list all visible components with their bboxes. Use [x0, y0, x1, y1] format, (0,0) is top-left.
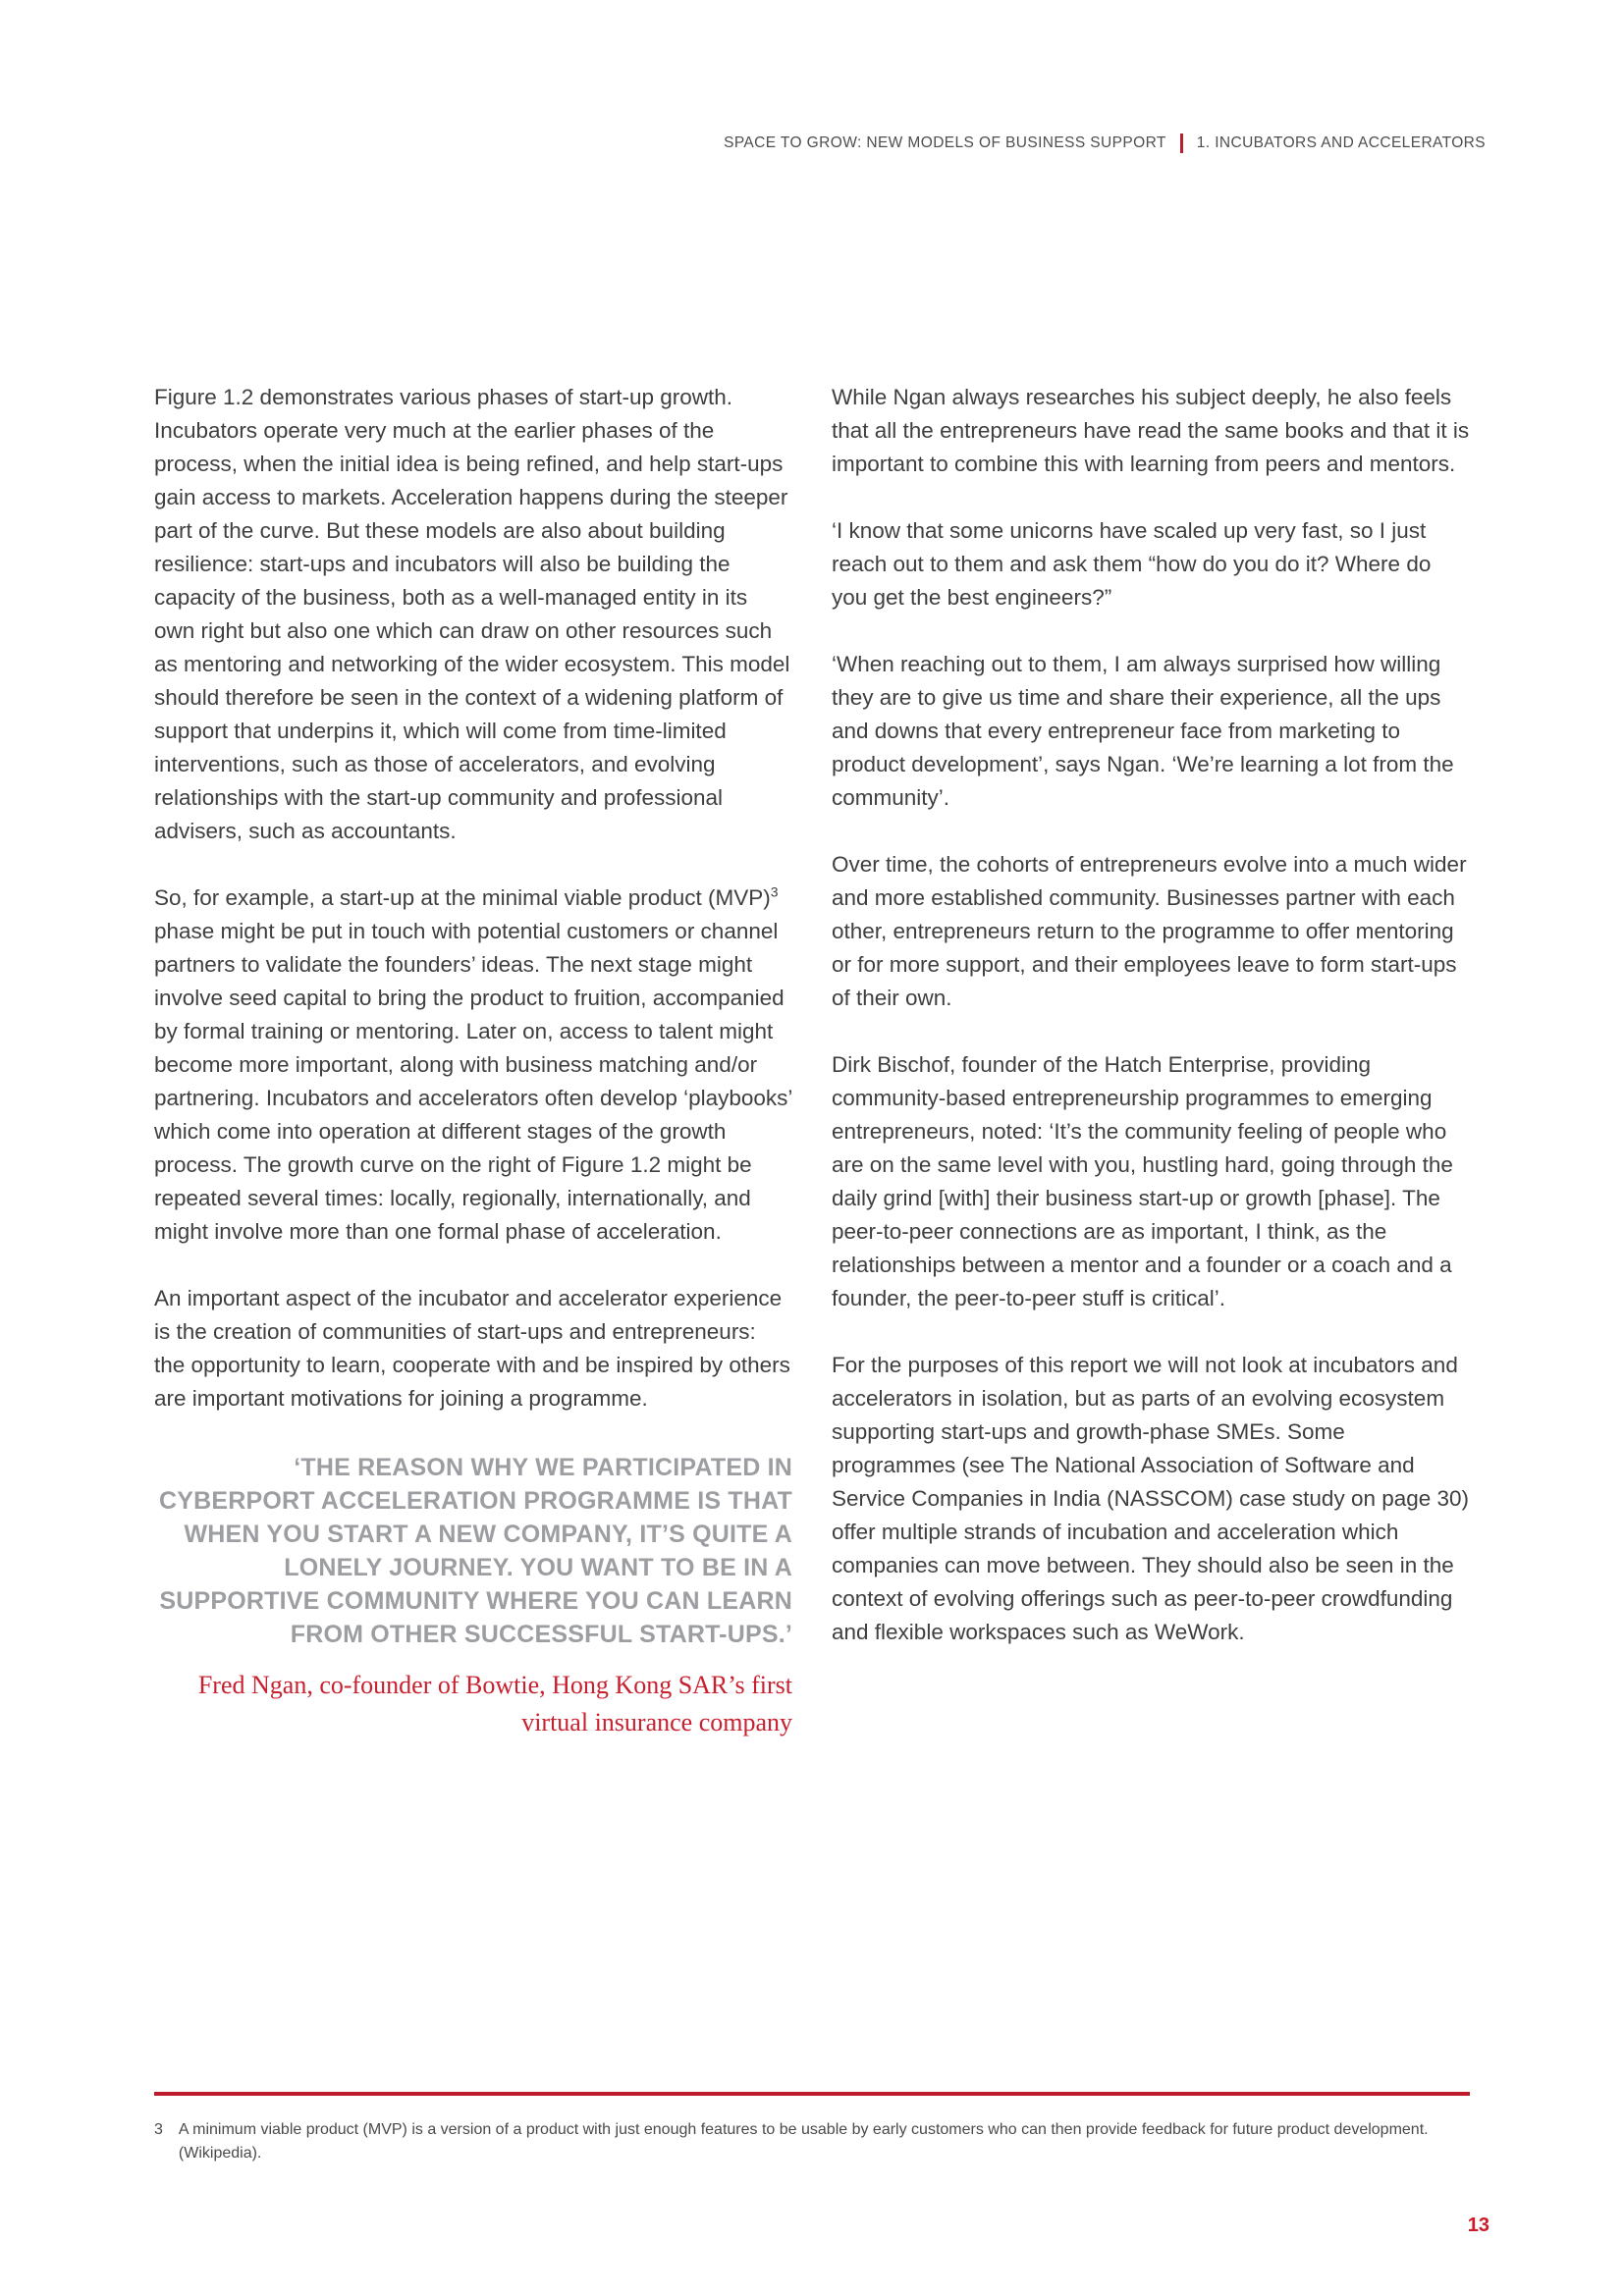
left-column	[154, 381, 792, 1741]
footnote-divider-rule	[154, 2092, 1470, 2096]
body-paragraph: Dirk Bischof, founder of the Hatch Enterprise, providing community-based entrepreneurship programmes to emerging entrepreneurs, noted: ‘It’s the community feeling of people who are on the same level with you, hustling hard, going through the daily grind [with] their business start-up or growth [phase]. The peer-to-peer connections are as important, I think, as the relationships between a mentor and a founder or a coach and a founder, the peer-to-peer stuff is critical’.	[832, 1052, 1453, 1310]
header-report-title: SPACE TO GROW: NEW MODELS OF BUSINESS SUPPORT	[724, 134, 1166, 151]
footnote-number: 3	[154, 2121, 163, 2138]
quote-attribution: Fred Ngan, co-founder of Bowtie, Hong Kong SAR’s first virtual insurance company	[197, 1671, 792, 1736]
body-paragraph: While Ngan always researches his subject deeply, he also feels that all the entrepreneurs have read the same books and that it is important to combine this with learning from peers and mentors.	[832, 385, 1470, 476]
header-separator-bar	[1180, 133, 1183, 153]
paragraph-text: So, for example, a start-up at the minimal viable product (MVP)	[154, 885, 771, 910]
footnote-marker: 3	[770, 883, 779, 900]
body-paragraph: Over time, the cohorts of entrepreneurs evolve into a much wider and more established community. Businesses partner with each other, entrepreneurs return to the programme to offer mentoring or for more support, and their employees leave to form start-ups of their own.	[832, 852, 1467, 1010]
body-paragraph: Figure 1.2 demonstrates various phases of start-up growth. Incubators operate very much at the earlier phases of the process, when the initial idea is being refined, and help start-ups gain access to markets. Acceleration happens during the steeper part of the curve. But these models are also about building resilience: start-ups and incubators will also be building the capacity of the business, both as a well-managed entity in its own right but also one which can draw on other resources such as mentoring and networking of the wider ecosystem. This model should therefore be seen in the context of a widening platform of support that underpins it, which will come from time-limited interventions, such as those of accelerators, and evolving relationships with the start-up community and professional advisers, such as accountants.	[154, 385, 790, 843]
paragraph-text: phase might be put in touch with potential customers or channel partners to validate the founders’ ideas. The next stage might involve seed capital to bring the product to fruition, accompanied by formal training or mentoring. Later on, access to talent might become more important, along with business matching and/or partnering. Incubators and accelerators often develop ‘playbooks’ which come into operation at different stages of the growth process. The growth curve on the right of Figure 1.2 might be repeated several times: locally, regionally, internationally, and might involve more than one formal phase of acceleration.	[154, 919, 792, 1244]
page-header	[154, 133, 1486, 153]
page-number: 13	[1467, 2215, 1489, 2236]
body-paragraph: ‘I know that some unicorns have scaled up very fast, so I just reach out to them and ask them “how do you do it? Where do you get the best engineers?”	[832, 518, 1432, 610]
footnote	[154, 2118, 1470, 2165]
pull-quote: ‘THE REASON WHY WE PARTICIPATED IN CYBERPORT ACCELERATION PROGRAMME IS THAT WHEN YOU START A NEW COMPANY, IT’S QUITE A LONELY JOURNEY. YOU WANT TO BE IN A SUPPORTIVE COMMUNITY WHERE YOU CAN LEARN FROM OTHER SUCCESSFUL START-UPS.’	[158, 1454, 792, 1648]
body-paragraph: An important aspect of the incubator and accelerator experience is the creation of communities of start-ups and entrepreneurs: the opportunity to learn, cooperate with and be inspired by others are important motivations for joining a programme.	[154, 1286, 790, 1411]
body-paragraph	[154, 881, 792, 1249]
body-paragraph: ‘When reaching out to them, I am always surprised how willing they are to give us time and share their experience, all the ups and downs that every entrepreneur face from marketing to product development’, says Ngan. ‘We’re learning a lot from the community’.	[832, 652, 1454, 810]
header-chapter-title: 1. INCUBATORS AND ACCELERATORS	[1196, 134, 1486, 151]
body-columns	[154, 381, 1470, 1741]
right-column	[832, 381, 1470, 1741]
footnote-text: A minimum viable product (MVP) is a version of a product with just enough features to be usable by early customers who can then provide feedback for future product development. (Wikipedia).	[178, 2121, 1429, 2162]
body-paragraph: For the purposes of this report we will not look at incubators and accelerators in isolation, but as parts of an evolving ecosystem supporting start-ups and growth-phase SMEs. Some programmes (see The National Association of Software and Service Companies in India (NASSCOM) case study on page 30) offer multiple strands of incubation and acceleration which companies can move between. They should also be seen in the context of evolving offerings such as peer-to-peer crowdfunding and flexible workspaces such as WeWork.	[832, 1353, 1470, 1644]
